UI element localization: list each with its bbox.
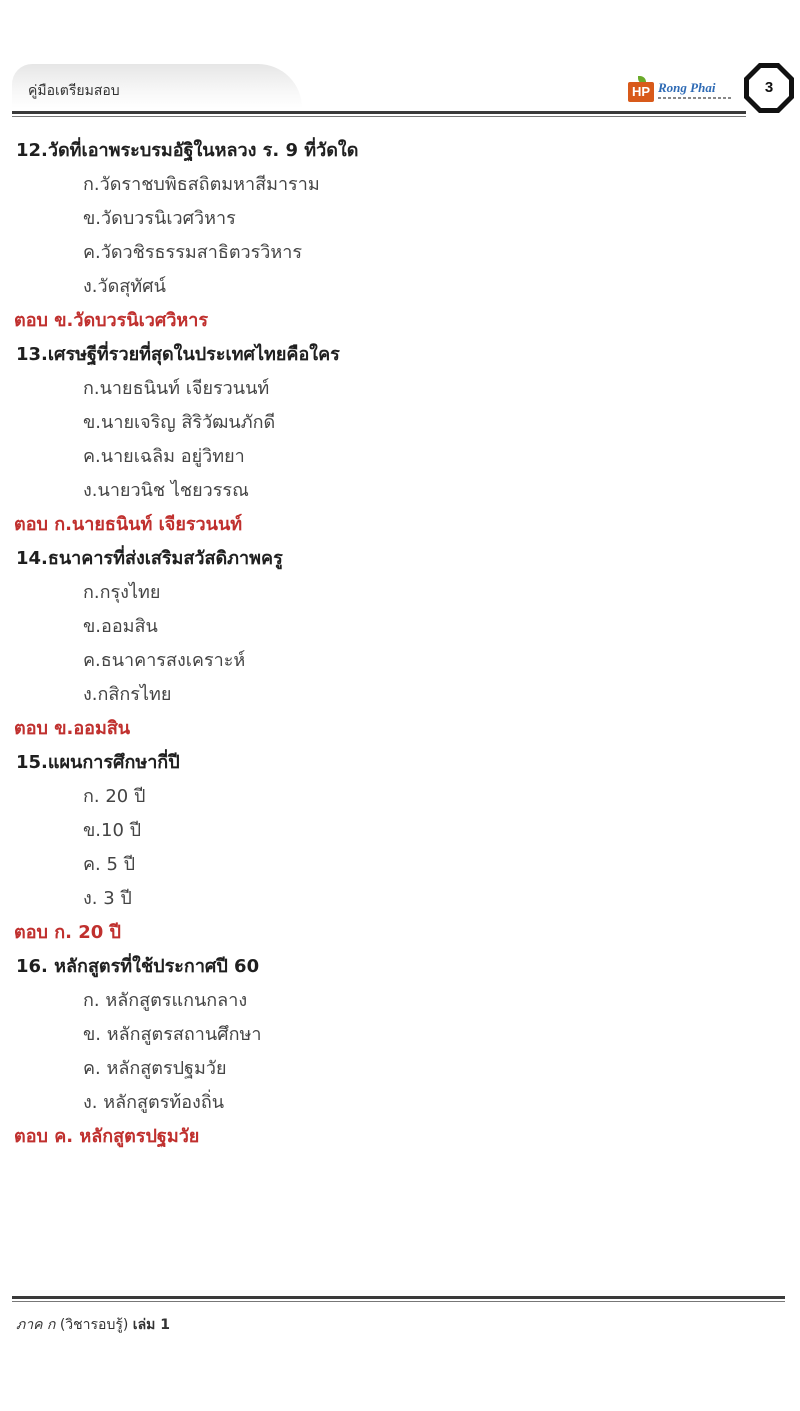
answer-text: ตอบ ก.นายธนินท์ เจียรวนนท์ xyxy=(14,514,243,535)
question-block xyxy=(0,338,800,542)
question-text: 13.เศรษฐีที่รวยที่สุดในประเทศไทยคือใคร xyxy=(16,344,340,365)
question-list xyxy=(0,134,800,1154)
page-footer xyxy=(16,1314,170,1336)
option-item: ง.กสิกรไทย xyxy=(83,684,172,705)
question-block xyxy=(0,746,800,950)
option-item: ก.นายธนินท์ เจียรวนนท์ xyxy=(83,378,270,399)
header-divider xyxy=(12,111,746,114)
footer-subject: (วิชารอบรู้) xyxy=(55,1317,133,1333)
option-item: ค. หลักสูตรปฐมวัย xyxy=(83,1058,227,1079)
option-item: ง. 3 ปี xyxy=(83,888,132,909)
question-text: 15.แผนการศึกษากี่ปี xyxy=(16,752,180,773)
option-item: ง.วัดสุทัศน์ xyxy=(83,276,166,297)
option-item: ก.วัดราชบพิธสถิตมหาสีมาราม xyxy=(83,174,320,195)
question-block xyxy=(0,542,800,746)
brand-logo xyxy=(628,76,738,106)
question-block xyxy=(0,950,800,1154)
option-item: ข. หลักสูตรสถานศึกษา xyxy=(83,1024,262,1045)
header-divider-thin xyxy=(12,116,746,117)
option-item: ค.ธนาคารสงเคราะห์ xyxy=(83,650,246,671)
option-item: ค. 5 ปี xyxy=(83,854,136,875)
header-title: คู่มือเตรียมสอบ xyxy=(28,82,120,98)
option-item: ข.10 ปี xyxy=(83,820,142,841)
footer-divider xyxy=(12,1296,785,1299)
option-item: ก. 20 ปี xyxy=(83,786,146,807)
option-item: ค.วัดวชิรธรรมสาธิตวรวิหาร xyxy=(83,242,303,263)
logo-text: Rong Phai xyxy=(658,80,716,95)
answer-text: ตอบ ข.วัดบวรนิเวศวิหาร xyxy=(14,310,209,331)
option-item: ข.ออมสิน xyxy=(83,616,158,637)
question-text: 12.วัดที่เอาพระบรมอัฐิในหลวง ร. 9 ที่วัดใด xyxy=(16,140,359,161)
question-block xyxy=(0,134,800,338)
option-item: ข.นายเจริญ สิริวัฒนภักดี xyxy=(83,412,276,433)
option-item: ง. หลักสูตรท้องถิ่น xyxy=(83,1092,225,1113)
footer-part: ภาค ก xyxy=(16,1317,56,1333)
answer-text: ตอบ ก. 20 ปี xyxy=(14,922,121,943)
page-header xyxy=(0,0,800,125)
answer-text: ตอบ ข.ออมสิน xyxy=(14,718,131,739)
option-item: ง.นายวนิช ไชยวรรณ xyxy=(83,480,249,501)
question-text: 14.ธนาคารที่ส่งเสริมสวัสดิภาพครู xyxy=(16,548,283,569)
answer-text: ตอบ ค. หลักสูตรปฐมวัย xyxy=(14,1126,200,1147)
page-number-badge xyxy=(743,62,795,114)
page-number: 3 xyxy=(764,79,774,96)
option-item: ก. หลักสูตรแกนกลาง xyxy=(83,990,248,1011)
footer-volume: เล่ม 1 xyxy=(132,1317,170,1333)
question-text: 16. หลักสูตรที่ใช้ประกาศปี 60 xyxy=(16,956,260,977)
option-item: ก.กรุงไทย xyxy=(83,582,161,603)
footer-divider-thin xyxy=(12,1301,785,1302)
logo-underline xyxy=(658,97,732,99)
option-item: ค.นายเฉลิม อยู่วิทยา xyxy=(83,446,245,467)
logo-mark: HP xyxy=(628,82,654,102)
option-item: ข.วัดบวรนิเวศวิหาร xyxy=(83,208,236,229)
